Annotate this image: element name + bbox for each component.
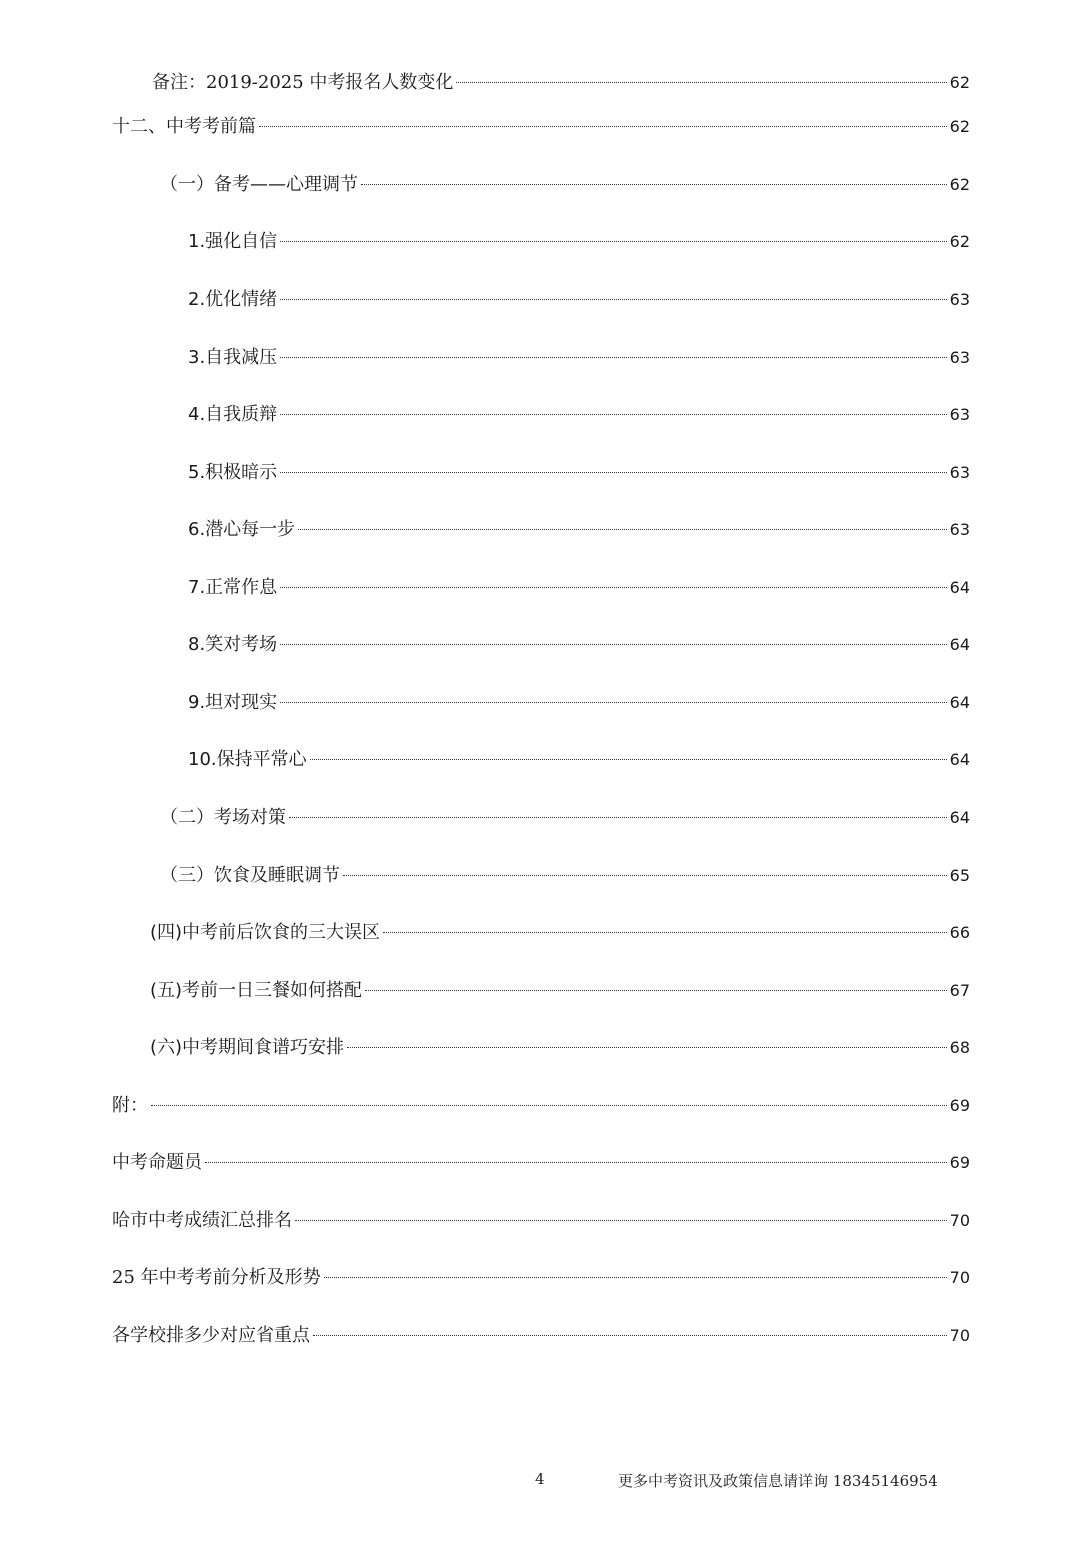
toc-entry[interactable] xyxy=(160,803,970,833)
toc-dot-leader xyxy=(298,529,946,530)
toc-entry-title: （三）饮食及睡眠调节 xyxy=(160,865,340,886)
toc-entry[interactable] xyxy=(188,400,970,430)
toc-entry-page: 68 xyxy=(949,1038,970,1057)
toc-dot-leader xyxy=(383,932,947,933)
toc-entry-title: （二）考场对策 xyxy=(160,807,286,828)
toc-entry-title: 7.正常作息 xyxy=(188,577,278,598)
toc-entry-page: 62 xyxy=(949,117,970,136)
toc-entry[interactable] xyxy=(112,1148,970,1178)
toc-dot-leader xyxy=(280,299,946,300)
toc-dot-leader xyxy=(280,644,946,645)
toc-dot-leader xyxy=(347,1047,947,1048)
toc-entry-page: 69 xyxy=(949,1096,970,1115)
toc-entry-title: 备注：2019-2025 中考报名人数变化 xyxy=(152,72,454,93)
toc-dot-leader xyxy=(280,702,946,703)
toc-entry[interactable] xyxy=(188,573,970,603)
toc-entry-title: 8.笑对考场 xyxy=(188,634,278,655)
toc-dot-leader xyxy=(324,1277,947,1278)
toc-entry-page: 63 xyxy=(949,405,970,424)
toc-entry[interactable] xyxy=(112,1091,970,1121)
toc-entry-title: 哈市中考成绩汇总排名 xyxy=(112,1210,292,1231)
toc-dot-leader xyxy=(365,990,947,991)
toc-entry[interactable] xyxy=(112,1206,970,1236)
toc-entry[interactable] xyxy=(188,285,970,315)
toc-entry-title: 9.坦对现实 xyxy=(188,692,278,713)
toc-entry-title: 25 年中考考前分析及形势 xyxy=(112,1267,321,1288)
toc-entry-page: 62 xyxy=(949,232,970,251)
toc-entry-page: 64 xyxy=(949,635,970,654)
toc-entry-page: 63 xyxy=(949,290,970,309)
toc-dot-leader xyxy=(205,1162,947,1163)
toc-dot-leader xyxy=(280,587,946,588)
toc-entry-page: 62 xyxy=(949,73,970,92)
toc-entry-title: (五)考前一日三餐如何搭配 xyxy=(150,980,363,1001)
toc-entry-title: 3.自我减压 xyxy=(188,347,278,368)
toc-dot-leader xyxy=(361,184,947,185)
toc-entry-page: 70 xyxy=(949,1268,970,1287)
toc-entry-page: 70 xyxy=(949,1326,970,1345)
toc-entry-title: 附： xyxy=(112,1095,148,1116)
toc-dot-leader xyxy=(313,1335,947,1336)
toc-entry[interactable] xyxy=(150,976,970,1006)
toc-entry[interactable] xyxy=(112,112,970,142)
toc-entry-title: 1.强化自信 xyxy=(188,231,278,252)
toc-entry-page: 69 xyxy=(949,1153,970,1172)
toc-entry[interactable] xyxy=(188,745,970,775)
toc-entry[interactable] xyxy=(160,170,970,200)
toc-dot-leader xyxy=(295,1220,947,1221)
toc-entry[interactable] xyxy=(112,1321,970,1351)
toc-entry[interactable] xyxy=(160,861,970,891)
toc-entry-title: （一）备考——心理调节 xyxy=(160,174,358,195)
toc-entry-title: 中考命题员 xyxy=(112,1152,202,1173)
toc-entry-title: 6.潜心每一步 xyxy=(188,519,296,540)
footer-contact-text: 更多中考资讯及政策信息请详询 18345146954 xyxy=(618,1472,938,1490)
toc-entry[interactable] xyxy=(188,688,970,718)
toc-dot-leader xyxy=(310,759,947,760)
toc-entry-title: 各学校排多少对应省重点 xyxy=(112,1325,310,1346)
toc-entry-title: 5.积极暗示 xyxy=(188,462,278,483)
toc-entry-title: 2.优化情绪 xyxy=(188,289,278,310)
toc-entry[interactable] xyxy=(152,68,970,98)
toc-entry-page: 64 xyxy=(949,578,970,597)
toc-entry-title: 十二、中考考前篇 xyxy=(112,116,256,137)
toc-entry-page: 63 xyxy=(949,348,970,367)
toc-entry-title: (四)中考前后饮食的三大误区 xyxy=(150,922,381,943)
toc-entry-page: 62 xyxy=(949,175,970,194)
toc-dot-leader xyxy=(280,472,946,473)
toc-entry-title: 4.自我质辩 xyxy=(188,404,278,425)
toc-entry[interactable] xyxy=(150,918,970,948)
toc-dot-leader xyxy=(289,817,947,818)
toc-entry-page: 67 xyxy=(949,981,970,1000)
toc-dot-leader xyxy=(151,1105,947,1106)
toc-entry[interactable] xyxy=(188,630,970,660)
toc-entry[interactable] xyxy=(188,458,970,488)
toc-dot-leader xyxy=(280,414,946,415)
toc-dot-leader xyxy=(259,126,947,127)
toc-entry-page: 64 xyxy=(949,808,970,827)
page-number: 4 xyxy=(535,1470,545,1488)
toc-entry-page: 64 xyxy=(949,693,970,712)
toc-dot-leader xyxy=(343,875,947,876)
toc-dot-leader xyxy=(456,82,946,83)
toc-dot-leader xyxy=(280,241,946,242)
toc-entry-page: 64 xyxy=(949,750,970,769)
toc-entry[interactable] xyxy=(112,1263,970,1293)
toc-entry[interactable] xyxy=(150,1033,970,1063)
toc-entry-title: 10.保持平常心 xyxy=(188,749,307,770)
toc-entry[interactable] xyxy=(188,515,970,545)
toc-entry-page: 66 xyxy=(949,923,970,942)
toc-entry[interactable] xyxy=(188,343,970,373)
toc-entry-title: (六)中考期间食谱巧安排 xyxy=(150,1037,345,1058)
toc-entry[interactable] xyxy=(188,227,970,257)
toc-entry-page: 65 xyxy=(949,866,970,885)
toc-dot-leader xyxy=(280,357,946,358)
toc-entry-page: 63 xyxy=(949,463,970,482)
toc-entry-page: 63 xyxy=(949,520,970,539)
toc-entry-page: 70 xyxy=(949,1211,970,1230)
